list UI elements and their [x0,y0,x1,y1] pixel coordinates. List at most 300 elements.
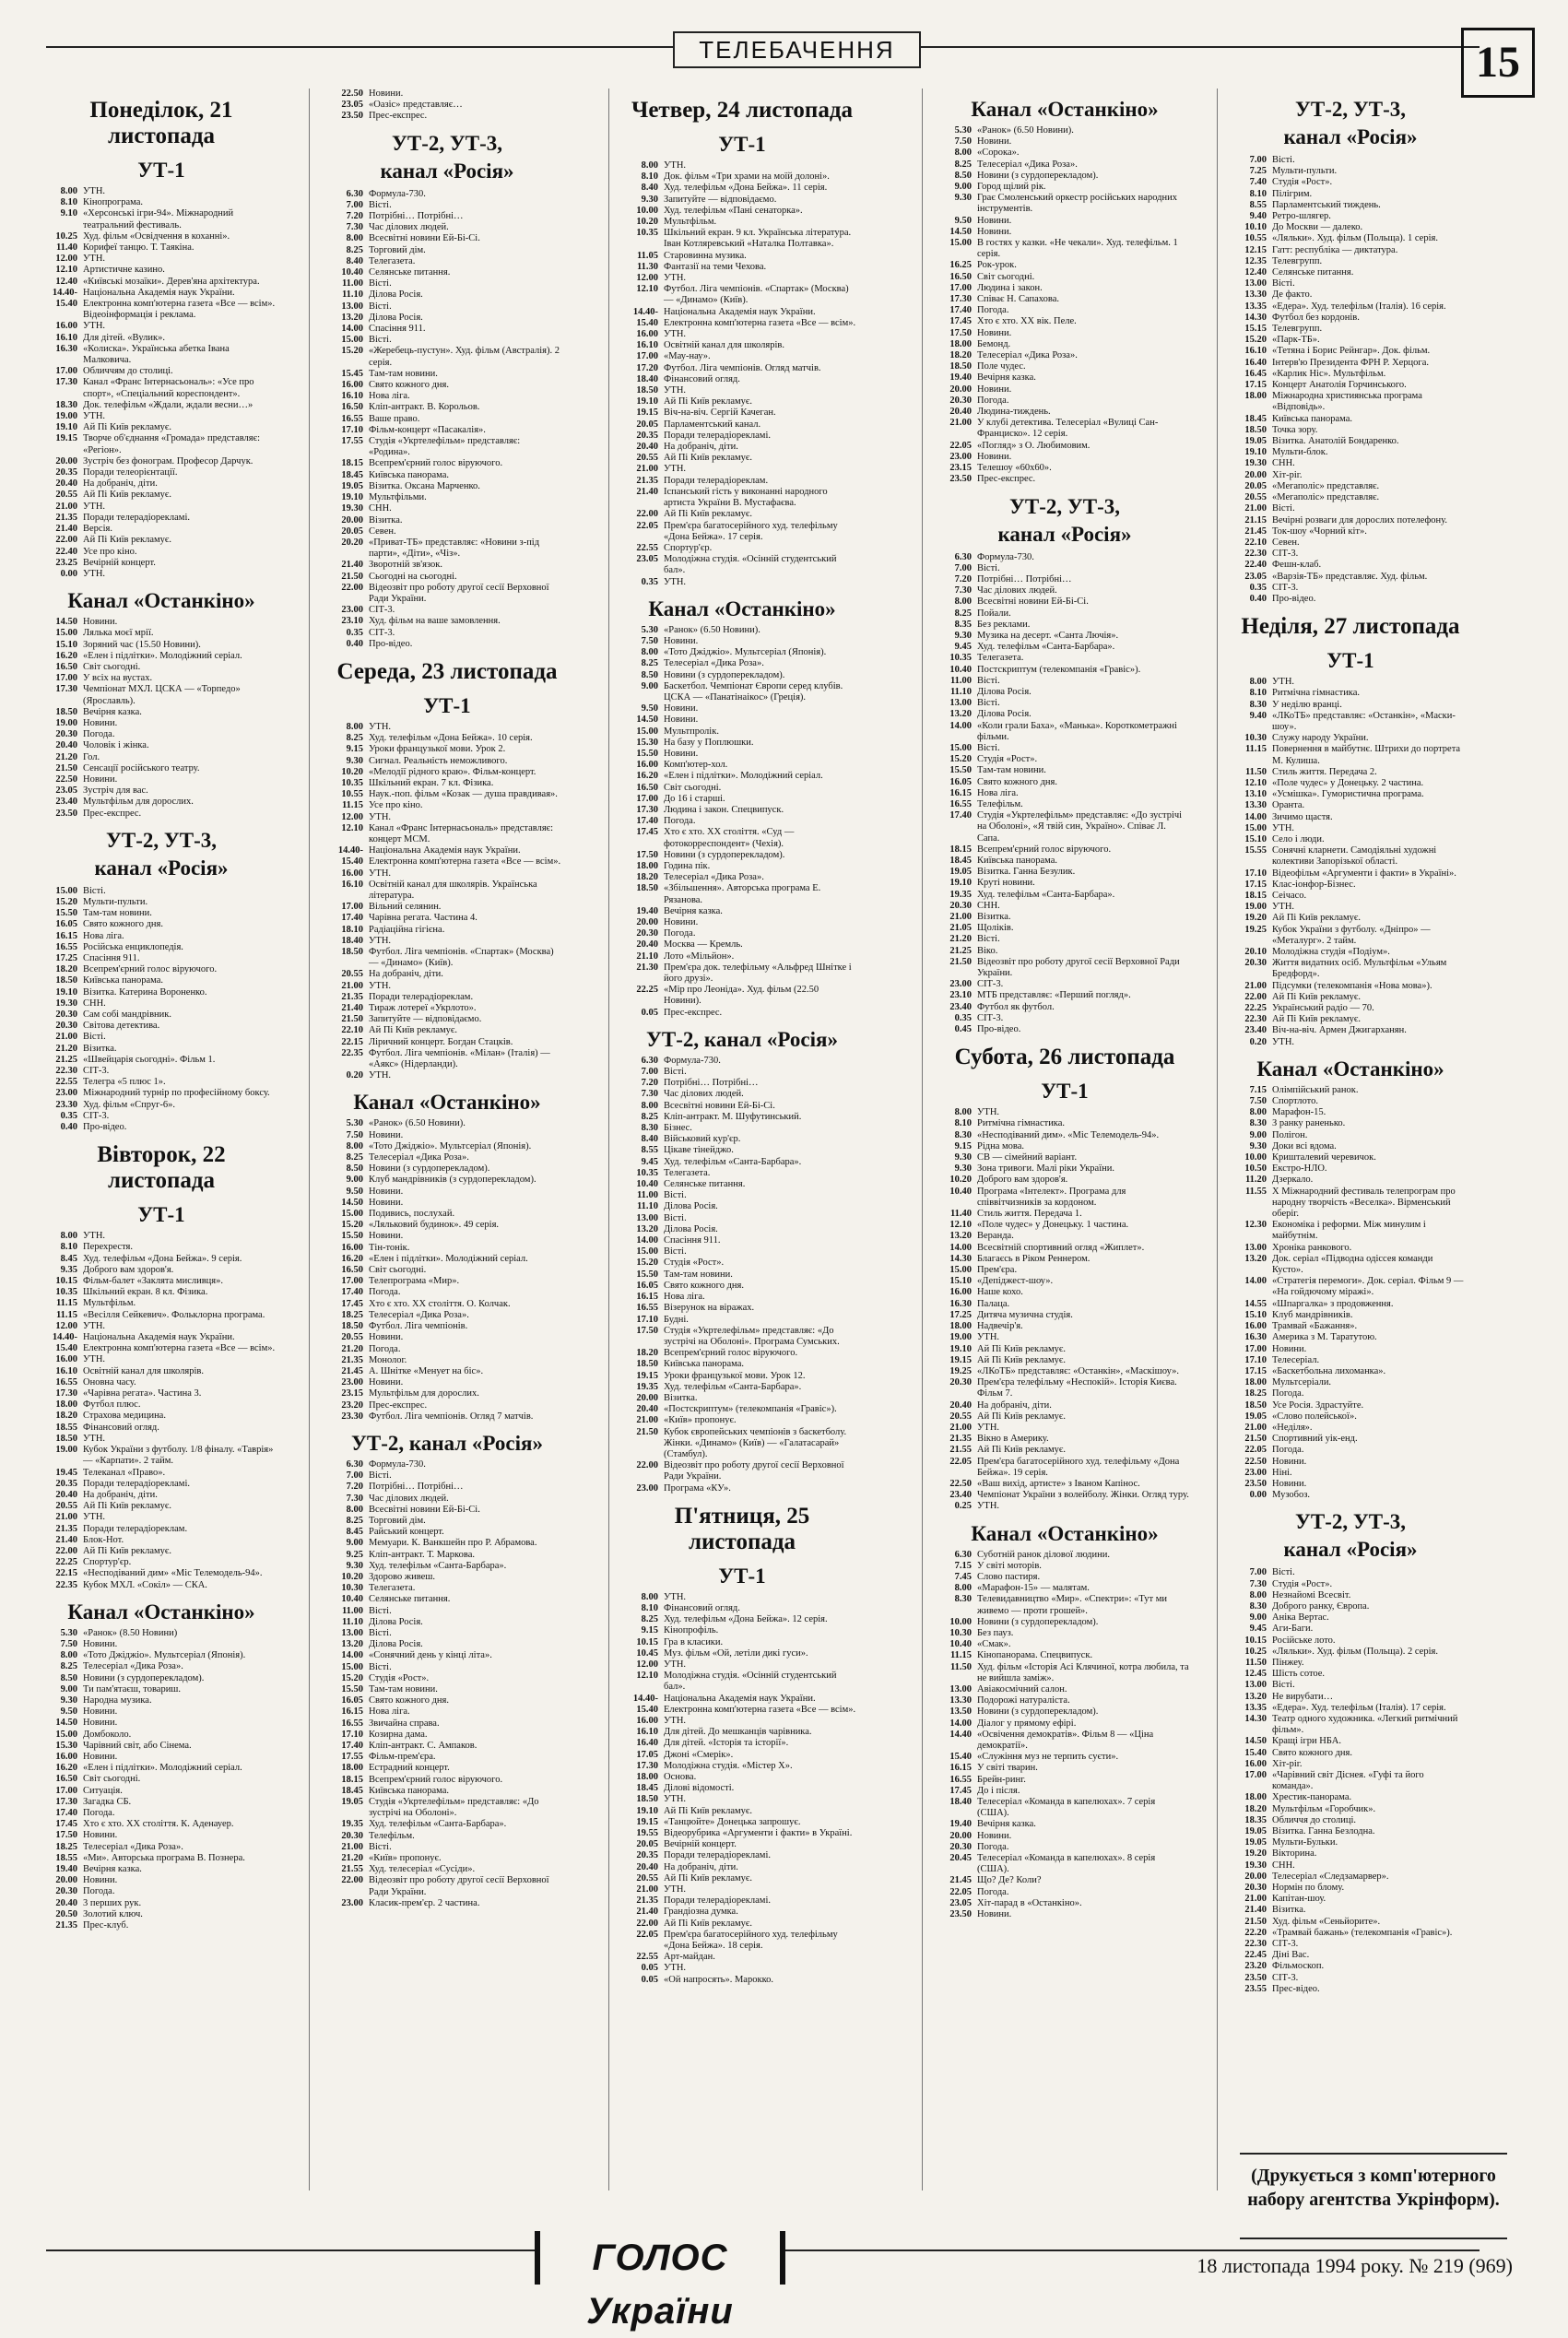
program-title: «Постскриптум» (телекомпанія «Гравіс»). [664,1404,837,1415]
program-item [627,1794,857,1805]
program-title: «Несподіваний дим» «Міс Телемодель-94». [83,1568,263,1579]
program-title: Поради телерадіорекламі. [664,430,771,441]
program-item [940,294,1189,305]
program-time: 16.55 [55,1376,77,1387]
program-time: 13.20 [636,1223,658,1234]
program-time: 22.40 [1244,560,1267,571]
program-title: Новини. [83,717,118,728]
program-item [46,617,277,628]
program-time: 16.00 [55,321,77,332]
program-title: Студія «Рост». [977,754,1038,765]
program-item [1235,560,1466,571]
program-title: Худ. телефільм «Санта-Барбара». [369,1819,507,1830]
program-time: 8.25 [60,1661,77,1672]
program-time: 14.50 [341,1197,363,1208]
program-item [332,313,562,324]
channel-heading: Канал «Останкіно» [971,98,1159,121]
program-time: 14.00 [341,324,363,335]
program-time: 19.40 [636,905,658,916]
program-title: «Весілля Сейкевич». Фольклорна програма. [83,1309,265,1320]
program-time: 21.55 [949,1445,972,1456]
program-time: 21.35 [341,1354,363,1365]
program-title: «Мегаполіс» представляє. [1272,492,1380,503]
program-time: 15.00 [1244,822,1267,833]
program-item [1235,346,1466,357]
program-time: 18.15 [341,458,363,469]
program-time: 9.00 [1249,1129,1267,1140]
program-title: Ай Пі Київ рекламує. [83,422,172,433]
program-item [332,526,562,537]
program-title: УТН. [369,935,392,946]
program-time: 12.10 [341,822,363,833]
program-time: 19.40 [55,1864,77,1874]
program-item [627,1258,857,1269]
program-item [46,513,277,524]
column-divider [309,89,310,2190]
program-item [1235,1567,1466,1578]
program-time: 18.00 [1244,1792,1267,1803]
channel-heading: УТ-1 [718,1564,766,1588]
program-title: Кінопанорама. Спецвипуск. [977,1650,1093,1661]
program-title: На добраніч, діти. [83,478,158,490]
program-title: Артистичне казино. [83,265,165,276]
program-time: 13.20 [1244,1253,1267,1264]
channel-heading: Канал «Останкіно» [971,1521,1159,1545]
program-item [1235,470,1466,481]
program-item [627,681,857,703]
program-time: 21.35 [636,475,658,486]
program-item [627,805,857,816]
program-item [627,726,857,738]
program-title: Вісті. [1272,1680,1295,1691]
program-time: 14.50 [55,1718,77,1729]
program-time: 17.30 [55,684,77,695]
program-item [627,521,857,543]
program-time: 18.00 [636,1772,658,1782]
program-title: УТН. [664,273,687,284]
program-title: Док. серіал «Підводна одіссея команди Кусто». [1272,1253,1433,1276]
program-title: Ай Пі Київ рекламує. [1272,913,1362,924]
program-title: СНН. [369,503,392,514]
program-time: 16.50 [341,1265,363,1276]
program-item [940,1763,1189,1774]
program-item [46,1231,277,1242]
program-title: Грає Смоленський оркестр російських народних інструментів. [977,193,1177,215]
program-title: Мультсеріали. [1272,1377,1332,1388]
program-title: УТН. [1272,677,1295,688]
program-item [332,1875,562,1897]
program-item [332,1494,562,1505]
program-time: 22.30 [55,1066,77,1077]
program-item [332,211,562,222]
program-title: Освітній канал для школярів. Українська література. [369,879,537,901]
program-title: «Ранок» (8.50 Новини) [83,1627,178,1638]
program-time: 23.40 [949,1001,972,1012]
channel-heading: УТ-1 [137,159,185,182]
program-time: 9.30 [641,194,658,205]
program-title: УТН. [977,1422,1000,1433]
program-title: Фінансовий огляд. [664,1602,740,1613]
program-time: 13.00 [1244,1242,1267,1253]
program-time: 18.50 [55,975,77,986]
program-time: 20.45 [949,1853,972,1864]
program-item [940,990,1189,1001]
program-time: 8.55 [641,1145,658,1156]
program-item [940,1695,1189,1706]
program-item [46,1786,277,1797]
program-title: Вісті. [977,742,1000,753]
program-item [332,1786,562,1797]
program-title: Новини. [83,1706,118,1718]
program-item [332,1741,562,1752]
program-time: 17.10 [1244,1354,1267,1365]
program-time: 22.10 [341,1025,363,1036]
program-title: Класик-прем'єр. 2 частина. [369,1897,480,1908]
program-title: Парламентський тиждень. [1272,199,1381,210]
program-title: Інтерв'ю Президента ФРН Р. Херцога. [1272,357,1430,368]
program-title: УТН. [664,385,687,396]
program-item [627,906,857,917]
program-item [332,733,562,744]
program-time: 20.55 [1244,492,1267,503]
program-item [46,729,277,740]
program-item [1235,834,1466,845]
program-list [940,125,1189,486]
program-title: Ай Пі Київ рекламує. [977,1354,1067,1365]
program-time: 16.00 [341,380,363,391]
program-title: Ділова Росія. [369,1639,423,1650]
program-time: 21.50 [636,1426,658,1437]
program-item [940,1366,1189,1377]
program-item [627,1089,857,1100]
program-time: 12.15 [1244,244,1267,255]
program-item [46,558,277,569]
program-title: УТН. [664,464,687,475]
program-time: 15.40 [949,1752,972,1763]
program-title: Київська панорама. [664,1359,745,1370]
program-item [46,1808,277,1819]
program-title: Вісті. [83,1032,106,1043]
program-item [332,1003,562,1014]
program-time: 22.25 [1244,1003,1267,1014]
program-item [940,585,1189,596]
program-item [332,1775,562,1786]
program-item [1235,436,1466,447]
program-item [332,605,562,616]
program-title: Погода. [977,1886,1009,1897]
program-time: 21.00 [636,464,658,475]
program-title: МТБ представляє: «Перший погляд». [977,990,1131,1001]
program-item [1235,1332,1466,1343]
program-title: Комп'ютер-хол. [664,760,728,771]
program-item [627,228,857,250]
program-time: 14.30 [1244,312,1267,323]
program-item [1235,289,1466,301]
program-title: УТН. [83,1354,106,1365]
program-time: 8.00 [641,1591,658,1602]
program-item [940,396,1189,407]
program-title: Віч-на-віч. Сергій Качеган. [664,407,776,419]
program-time: 11.15 [949,1650,972,1661]
program-item [332,583,562,605]
program-item [940,407,1189,418]
channel-heading: Канал «Останкіно» [648,596,836,620]
program-title: Новини. [369,1186,404,1197]
program-time: 12.10 [1244,777,1267,788]
program-item [1235,947,1466,958]
program-item [46,377,277,399]
program-time: 12.30 [1244,1220,1267,1231]
program-time: 21.00 [55,1512,77,1523]
program-title: Мульти-блок. [1272,447,1328,458]
program-time: 18.45 [1244,413,1267,424]
program-title: Національна Академія наук України. Електронна комп'ютерна газета «Все — всім». [83,1332,276,1354]
program-time: 6.30 [346,188,363,199]
program-time: 9.00 [1249,1612,1267,1624]
program-time: 19.25 [1244,924,1267,935]
program-item [627,771,857,782]
program-title: Військовий кур'єр. [664,1134,741,1145]
program-item [332,1310,562,1321]
program-time: 18.00 [341,1763,363,1774]
program-title: Основа. [664,1772,697,1782]
program-title: Док. фільм «Три храми на моїй долоні». [664,171,830,183]
program-title: СІТ-3. [369,605,395,616]
schedule-column-3 [627,89,857,2200]
program-item [940,1853,1189,1875]
program-time: 8.35 [954,619,972,630]
program-time: 8.25 [954,608,972,619]
program-title: Зустріч для вас. [83,785,148,797]
program-time: 10.55 [341,789,363,800]
program-title: Док. телефільм «Ждали, ждали весни…» [83,399,253,410]
program-title: Кінопрофіль. [664,1625,719,1636]
program-time: 19.05 [1244,1411,1267,1422]
program-time: 19.00 [55,1445,77,1456]
program-time: 16.05 [55,919,77,930]
program-title: УТН. [664,1884,687,1895]
program-title: Телегазета. [977,653,1024,664]
program-item [1235,1703,1466,1714]
program-time: 8.30 [1249,1600,1267,1612]
program-time: 17.40 [341,1741,363,1751]
program-item [332,414,562,425]
program-item [1235,335,1466,346]
program-title: Тираж лотереї «Укрлото». [369,1003,477,1014]
program-item [627,1783,857,1794]
program-title: Мультфільм. [664,217,717,228]
program-item [1235,1624,1466,1635]
program-title: Вісті. [977,562,1000,573]
program-title: Формула-730. [369,1458,426,1470]
program-time: 19.55 [636,1828,658,1839]
channel-heading: УТ-2, УТ-3, [391,131,502,155]
program-item [627,1671,857,1693]
program-title: Мультфільм для дорослих. [83,797,194,808]
program-title: Віч-на-віч. Армен Джигарханян. [1272,1025,1407,1036]
program-time: 22.00 [1244,991,1267,1002]
program-title: Вісті. [83,885,106,896]
program-item [332,880,562,902]
program-item [940,1561,1189,1572]
program-item [1235,503,1466,514]
program-time: 15.00 [949,742,972,753]
program-item [46,333,277,344]
program-time: 17.50 [636,1325,658,1336]
program-title: Футбол. Ліга чемпіонів. Огляд 7 матчів. [369,1411,534,1422]
program-title: Круті новини. [977,878,1035,889]
program-time: 11.00 [341,278,363,289]
program-item [940,1130,1189,1141]
program-item [1235,700,1466,711]
program-title: Кришталевий черевичок. [1272,1152,1376,1163]
program-item [332,1898,562,1909]
program-item [332,1482,562,1493]
program-item [627,658,857,669]
program-item [332,868,562,880]
program-title: Спасіння 911. [369,324,426,335]
program-title: Фінансовий огляд. [664,373,740,384]
program-time: 21.45 [341,1365,363,1376]
program-time: 22.50 [949,1478,972,1489]
program-item [332,1130,562,1141]
program-title: Худ. телефільм «Дона Бейжа». 10 серія. [369,733,533,744]
program-time: 17.00 [949,282,972,293]
program-title: Свято кожного дня. [977,776,1057,787]
program-time: 16.05 [636,1280,658,1291]
program-item [1235,1254,1466,1276]
program-time: 8.00 [1249,1589,1267,1600]
program-time: 17.15 [1244,879,1267,890]
program-title: Баскетбол. Чемпіонат Європи серед клубів. ЦСКА — «Панатінаікос» (Греція). [664,680,843,703]
program-list [1235,1085,1466,1502]
program-time: 20.55 [55,1501,77,1512]
program-title: УТН. [664,329,687,340]
program-title: Ай Пі Київ рекламує. [83,1501,172,1512]
program-title: Футбол плюс. [83,1399,141,1411]
program-time: 21.55 [341,1864,363,1875]
program-time: 17.15 [1244,380,1267,391]
program-item [627,1292,857,1303]
program-title: Київська панорама. [83,975,164,986]
program-title: УТН. [664,1591,687,1602]
program-time: 8.30 [954,1129,972,1140]
program-title: Версія. [83,524,112,535]
program-title: Загадка СБ. [83,1796,132,1807]
program-item [627,251,857,262]
program-item [1235,925,1466,947]
program-title: «Тото Джіджіо». Мультсеріал (Японія). [369,1140,532,1151]
program-title: Всепрем'єрний голос віруючого. [664,1348,798,1359]
program-title: Прем'єра телефільму «Неспокій». Історія Києва. Фільм 7. [977,1377,1177,1399]
program-item [940,979,1189,990]
program-time: 18.50 [341,947,363,957]
program-item [1235,1220,1466,1242]
program-title: Чоловік і жінка. [83,740,149,751]
program-time: 20.55 [949,1411,972,1422]
program-time: 12.00 [55,1320,77,1331]
schedule-column-5 [1235,89,1466,2200]
program-item [627,1750,857,1761]
program-time: 17.30 [55,1388,77,1399]
program-title: Візерунок на віражах. [664,1303,755,1314]
program-time: 15.00 [636,726,658,737]
program-title: Оновна часу. [83,1376,136,1387]
program-time: 8.10 [1249,688,1267,699]
program-time: 21.00 [636,1884,658,1895]
program-time: 21.45 [949,1875,972,1886]
program-item [332,515,562,526]
program-item [940,1400,1189,1411]
program-time: 21.20 [341,1853,363,1864]
program-title: Прес-експрес. [664,1007,723,1018]
program-title: Потрібні… Потрібні… [369,211,464,222]
program-item [1235,902,1466,913]
program-title: Гатт: республіка — диктатура. [1272,244,1398,255]
program-time: 8.30 [1249,699,1267,710]
program-item [332,267,562,278]
program-item [627,1930,857,1952]
program-item [332,301,562,313]
program-title: Ай Пі Київ рекламує. [664,1805,753,1816]
program-item [940,799,1189,810]
program-item [1235,1770,1466,1792]
program-time: 9.15 [641,1625,658,1636]
program-item [1235,1479,1466,1490]
program-title: Про-відео. [369,638,413,649]
program-title: «Оазіс» представляє… [369,100,463,111]
program-title: СІТ-3. [977,979,1004,990]
program-time: 8.10 [60,1242,77,1253]
program-item [46,1535,277,1546]
program-time: 13.35 [1244,301,1267,312]
program-title: Час ділових людей. [369,222,449,233]
program-time: 8.00 [60,1231,77,1242]
program-time: 9.00 [60,1683,77,1694]
program-item [332,1037,562,1048]
program-title: Футбол. Ліга чемпіонів. Огляд матчів. [664,362,821,373]
program-item [1235,211,1466,222]
program-title: Телесеріал. [1272,1354,1320,1365]
program-item [332,572,562,583]
program-title: Пінжеу. [1272,1657,1304,1668]
program-time: 10.00 [949,1616,972,1627]
program-item [940,1457,1189,1479]
program-item [940,912,1189,923]
source-note: (Друкується з комп'ютерного набору агентства Укрінформ). [1240,2153,1507,2239]
program-time: 21.35 [55,1920,77,1931]
program-time: 15.30 [55,1740,77,1751]
program-item [332,1388,562,1399]
program-item [332,1763,562,1774]
program-title: Ай Пі Київ рекламує. [83,1545,172,1556]
program-title: Київська панорама. [369,469,450,480]
program-title: Відеофільм «Аргументи і факти» в Україні». [1272,868,1456,879]
program-time: 21.00 [341,1841,363,1852]
program-title: Вечірній концерт. [83,557,156,568]
program-item [1235,1826,1466,1837]
program-time: 16.55 [949,798,972,809]
program-title: Худ. телефільм «Дона Бейжа». 11 серія. [664,183,828,194]
program-title: Ай Пі Київ рекламує. [1272,1014,1362,1025]
program-title: Вісті. [977,698,1000,709]
program-title: Вечірній концерт. [664,1839,737,1850]
program-title: Відеозвіт про роботу другої сесії Верховної Ради України. [977,956,1180,979]
program-time: 10.40 [949,1186,972,1197]
program-item [332,936,562,947]
program-item [46,752,277,763]
program-title: Канал «Франс Інтернасьональ» представляє: концерт МСМ. [369,822,554,844]
